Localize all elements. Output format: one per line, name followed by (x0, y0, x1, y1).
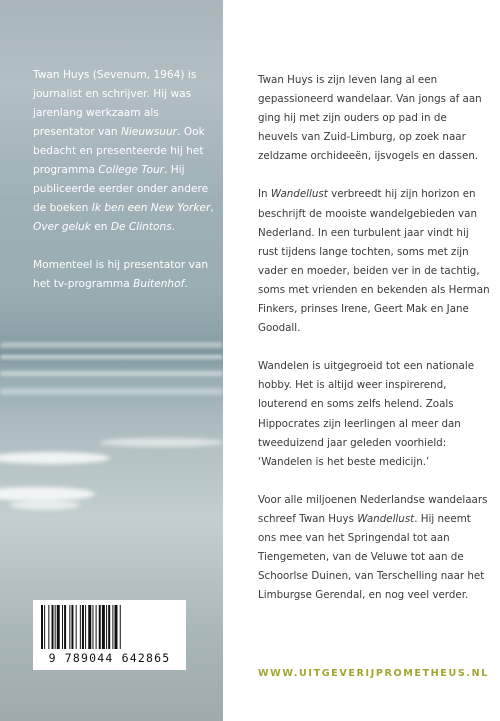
author-bio (33, 66, 218, 313)
barcode-bar (64, 605, 66, 649)
barcode-bar (76, 605, 77, 649)
barcode-bar (108, 605, 110, 649)
blurb-paragraph: Twan Huys is zijn leven lang al een gepassioneerd wandelaar. Van jongs af aan ging hij met zijn ouders op pad in de heuvels van Zuid-Limburg, op zoek naar zeldzame orchideeën, ijsvogels en dassen. (258, 74, 482, 163)
bio-paragraph: Momenteel is hij presentator van het tv-programma Buitenhof. (33, 259, 209, 290)
barcode-bar (102, 605, 105, 649)
barcode-bar (88, 605, 91, 649)
blurb-paragraph: In Wandellust verbreedt hij zijn horizon en beschrijft de mooiste wandelgebieden van Nederland. In een turbulent jaar vindt hij rust tijdens lange tochten, soms met zijn vader en moeder, beiden ver in de tachtig, soms met vrienden en bekenden als Herman Finkers, prinses Irene, Geert Mak en Jane Goodall. (258, 188, 490, 335)
barcode-bar (112, 605, 113, 649)
barcode-bar (41, 605, 43, 649)
wave-line (0, 371, 223, 376)
isbn-number: 9 789044 642865 (48, 651, 171, 665)
foam (0, 487, 95, 501)
foam (100, 438, 223, 447)
barcode-bar (106, 605, 107, 649)
barcode-bars (41, 605, 181, 649)
barcode-bar (69, 605, 70, 649)
blurb-paragraph: Voor alle miljoenen Nederlandse wandelaars schreef Twan Huys Wandellust. Hij neemt ons mee van het Springendal tot aan Tiengemeten, van de Veluwe tot aan de Schoorlse Duinen, van Terschelling naar het Limburgse Gerendal, en nog veel verder. (258, 493, 488, 602)
barcode-bar (55, 605, 56, 649)
barcode-bar (99, 605, 101, 649)
barcode-bar (96, 605, 97, 649)
barcode-bar (52, 605, 54, 649)
blurb-paragraph: Wandelen is uitgegroeid tot een nationale hobby. Het is altijd weer inspirerend, louterend en soms zelfs helend. Zoals Hippocrates zijn leerlingen al meer dan tweeduizend jaar geleden voorhield: ‘Wandelen is het beste medicijn.’ (258, 360, 475, 468)
barcode-bar (82, 605, 84, 649)
foam (0, 452, 110, 464)
foam (10, 500, 80, 510)
barcode-bar (115, 605, 118, 649)
barcode-bar (44, 605, 45, 649)
barcode-bar (48, 605, 49, 649)
blurb (258, 71, 490, 624)
wave-line (0, 342, 223, 348)
beach-photo (0, 0, 223, 721)
barcode-bar (92, 605, 93, 649)
barcode-bar (85, 605, 86, 649)
barcode-bar (71, 605, 73, 649)
barcode-bar (62, 605, 63, 649)
publisher-website[interactable]: WWW.UITGEVERIJPROMETHEUS.NL (258, 668, 489, 679)
barcode (33, 600, 186, 670)
wave-line (0, 355, 223, 359)
barcode-bar (80, 605, 81, 649)
barcode-bar (120, 605, 121, 649)
barcode-bar (57, 605, 60, 649)
wave-line (0, 388, 223, 395)
bio-paragraph: Twan Huys (Sevenum, 1964) is journalist en schrijver. Hij was jarenlang werkzaam als presentator van Nieuwsuur. Ook bedacht en presenteerde hij het programma College Tour. Hij publiceerde eerder onder andere de boeken Ik ben een New Yorker, Over geluk en De Clintons. (33, 69, 214, 233)
